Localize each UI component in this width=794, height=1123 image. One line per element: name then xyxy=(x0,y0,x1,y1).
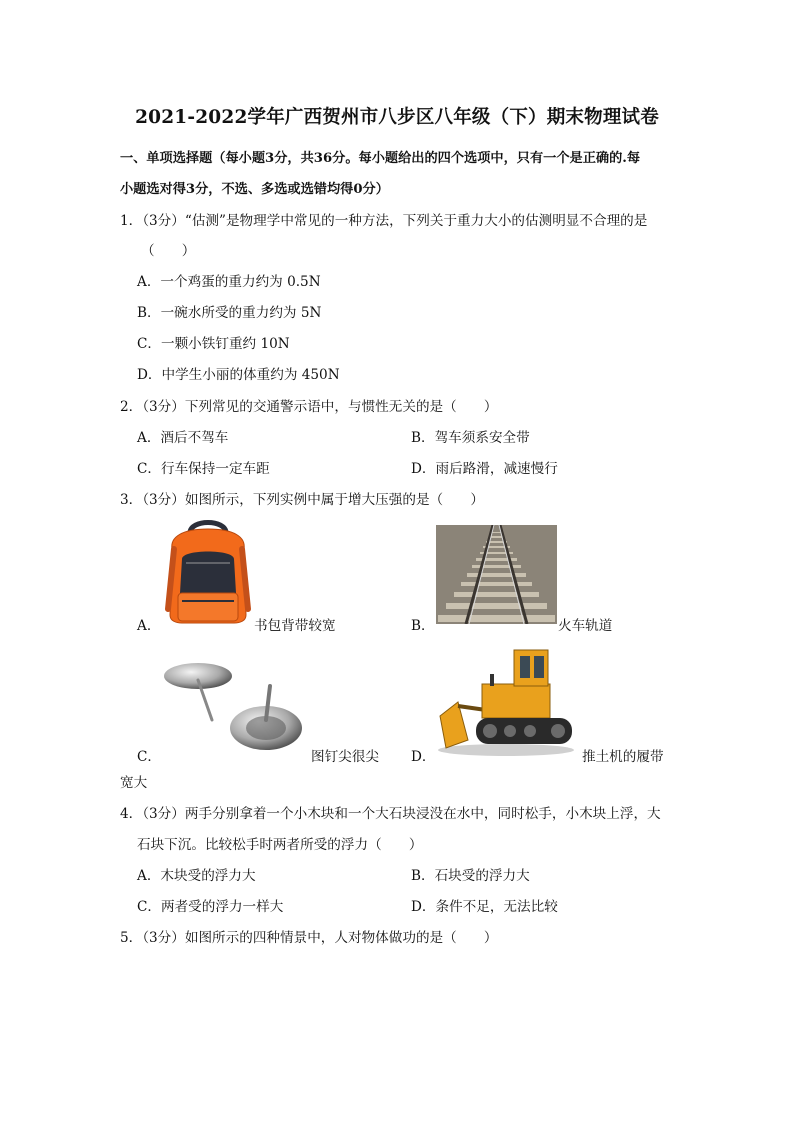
section-heading-line-2: 小题选对得3分，不选、多选或选错均得0分） xyxy=(120,182,389,197)
bulldozer-image xyxy=(436,640,576,756)
backpack-image xyxy=(160,519,256,627)
section-heading-line-1: 一、单项选择题（每小题3分，共36分。每小题给出的四个选项中，只有一个是正确的.每 xyxy=(120,151,641,166)
question-1-text: 1．（3分）“估测”是物理学中常见的一种方法，下列关于重力大小的估测明显不合理的是 xyxy=(120,213,648,229)
question-3-option-b-letter: B． xyxy=(411,618,435,634)
question-3-option-a-letter: A． xyxy=(137,618,161,634)
question-3-option-c-caption: 图钉尖很尖 xyxy=(311,749,379,765)
question-3-option-c-letter: C． xyxy=(137,749,161,765)
question-2-option-c: C．行车保持一定车距 xyxy=(137,461,270,477)
question-1-option-a: A．一个鸡蛋的重力约为 0.5N xyxy=(137,274,321,290)
page-title: 2021-2022学年广西贺州市八步区八年级（下）期末物理试卷 xyxy=(135,107,659,128)
question-4-option-b: B．石块受的浮力大 xyxy=(411,868,530,884)
question-1-option-d: D．中学生小丽的体重约为 450N xyxy=(137,367,340,383)
question-5-text: 5．（3分）如图所示的四种情景中，人对物体做功的是（ ） xyxy=(120,930,498,946)
question-4-option-a: A．木块受的浮力大 xyxy=(137,868,256,884)
question-2-option-d: D．雨后路滑，减速慢行 xyxy=(411,461,558,477)
question-3-option-d-caption-continued: 宽大 xyxy=(120,775,148,791)
question-3-option-d-letter: D． xyxy=(411,749,436,765)
thumbtacks-image xyxy=(162,658,306,754)
question-3-option-a-caption: 书包背带较宽 xyxy=(254,618,336,634)
question-4-option-c: C．两者受的浮力一样大 xyxy=(137,899,284,915)
question-2-text: 2．（3分）下列常见的交通警示语中，与惯性无关的是（ ） xyxy=(120,399,498,415)
question-1-option-c: C．一颗小铁钉重约 10N xyxy=(137,336,290,352)
question-1-option-b: B．一碗水所受的重力约为 5N xyxy=(137,305,322,321)
question-2-option-a: A．酒后不驾车 xyxy=(137,430,229,446)
question-2-option-b: B．驾车须系安全带 xyxy=(411,430,530,446)
question-4-option-d: D．条件不足，无法比较 xyxy=(411,899,558,915)
question-3-option-b-caption: 火车轨道 xyxy=(558,618,613,634)
question-1-blank: （ ） xyxy=(141,243,196,259)
question-4-text: 4．（3分）两手分别拿着一个小木块和一个大石块浸没在水中，同时松手，小木块上浮，大 xyxy=(120,806,661,822)
question-4-text-continued: 石块下沉。比较松手时两者所受的浮力（ ） xyxy=(137,837,423,853)
railway-track-image xyxy=(436,525,557,624)
question-3-option-d-caption: 推土机的履带 xyxy=(582,749,664,765)
question-3-text: 3．（3分）如图所示，下列实例中属于增大压强的是（ ） xyxy=(120,492,484,508)
